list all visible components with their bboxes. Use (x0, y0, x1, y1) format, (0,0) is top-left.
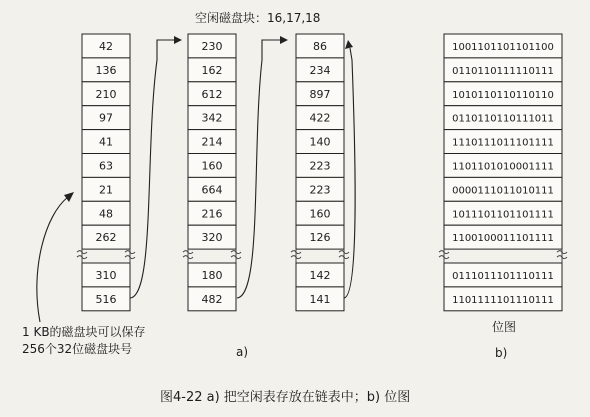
cell-value: 230 (201, 39, 223, 53)
cell-value: 63 (99, 159, 113, 173)
bitmap-column (439, 34, 567, 311)
link-arrowhead-2 (280, 36, 288, 44)
cell-value: 320 (201, 231, 223, 245)
annotation-pointer (37, 197, 68, 322)
annotation-arrowhead (64, 192, 74, 202)
cell-value: 0000111011010111 (452, 185, 554, 197)
annotation-line-1: 1 KB的磁盘块可以保存 (22, 325, 146, 339)
cell-value: 0110110111110111 (452, 65, 554, 77)
cell-value: 1101101010001111 (452, 161, 554, 173)
cell-value: 86 (313, 39, 327, 53)
cell-value: 1010110110110110 (452, 89, 554, 101)
cell-value: 214 (201, 135, 223, 149)
gap-sides (82, 249, 130, 263)
link-arrow-2 (237, 40, 282, 298)
cell-value: 664 (201, 183, 223, 197)
link-arrow-1 (130, 40, 176, 298)
cell-value: 180 (201, 268, 223, 282)
cell-value: 210 (95, 87, 117, 101)
link-arrowhead-3 (345, 40, 353, 49)
cell-value: 897 (309, 87, 331, 101)
bitmap-label: 位图 (492, 320, 517, 334)
cell-value: 223 (309, 159, 331, 173)
cell-value: 223 (309, 183, 331, 197)
cell-value: 97 (99, 111, 113, 125)
label-b: b) (495, 346, 508, 360)
cell-value: 0110110110111011 (452, 113, 554, 125)
gap-sides (188, 249, 236, 263)
cell-value: 42 (99, 39, 113, 53)
cell-value: 1100100011101111 (452, 233, 554, 245)
free-blocks-label: 空闲磁盘块：16,17,18 (195, 11, 321, 25)
cell-value: 142 (309, 268, 331, 282)
cell-value: 160 (201, 159, 223, 173)
cell-value: 234 (309, 63, 331, 77)
cell-value: 612 (201, 87, 223, 101)
cell-value: 1011101101101111 (452, 209, 554, 221)
cell-value: 162 (201, 63, 223, 77)
cell-value: 48 (99, 207, 113, 221)
cell-value: 1110111011101111 (452, 137, 554, 149)
cell-value: 0111011101110111 (452, 270, 554, 282)
label-a: a) (236, 345, 249, 359)
cell-value: 422 (309, 111, 331, 125)
cell-value: 1101111101110111 (452, 294, 554, 306)
cell-value: 160 (309, 207, 331, 221)
cell-value: 310 (95, 268, 117, 282)
annotation-line-2: 256个32位磁盘块号 (22, 342, 133, 356)
cell-value: 1001101101101100 (452, 41, 554, 53)
cell-value: 342 (201, 111, 223, 125)
bitmap-group (439, 34, 567, 311)
gap-sides (296, 249, 344, 263)
free-list-column-1 (77, 34, 135, 311)
cell-value: 516 (95, 292, 117, 306)
cell-value: 126 (309, 231, 331, 245)
link-arrow-3 (344, 48, 355, 298)
cell-value: 41 (99, 135, 113, 149)
cell-value: 140 (309, 135, 331, 149)
cell-value: 216 (201, 207, 223, 221)
cell-value: 262 (95, 231, 117, 245)
cell-value: 136 (95, 63, 117, 77)
gap-sides (444, 249, 562, 263)
cell-value: 141 (309, 292, 331, 306)
free-list-column-2 (183, 34, 241, 311)
free-list-column-3 (291, 34, 349, 311)
cell-value: 482 (201, 292, 223, 306)
figure-caption: 图4-22 a) 把空闲表存放在链表中；b) 位图 (160, 390, 411, 405)
cell-value: 21 (99, 183, 113, 197)
free-list-groups (77, 34, 349, 311)
link-arrowhead-1 (174, 36, 182, 44)
